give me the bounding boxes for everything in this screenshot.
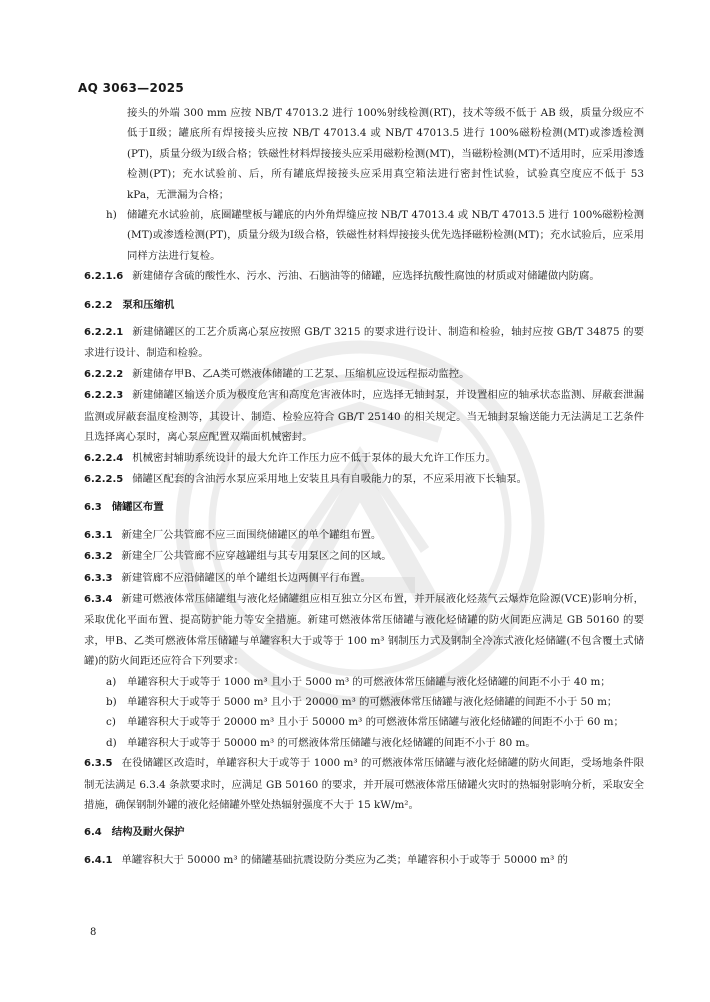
list-item-text: 储罐充水试验前，底圈罐壁板与罐底的内外角焊缝应按 NB/T 47013.4 或 NB/T 47013.5 进行 100%磁粉检测(MT)或渗透检测(PT)，质量分级为Ⅰ级合格，铁磁性材料焊接接头优先选择磁粉检测(MT)；充水试验后，应采用同样方法进行复检。 — [127, 209, 644, 262]
page-number: 8 — [90, 927, 97, 938]
clause-text: 新建全厂公共管廊不应穿越罐组与其专用泵区之间的区域。 — [121, 550, 392, 563]
clause-number: 6.4.1 — [84, 854, 113, 866]
clause-number: 6.2.2.2 — [84, 368, 124, 380]
list-marker: c) — [106, 716, 116, 729]
section-heading-6-3 — [84, 497, 644, 518]
clause-6-2-2-1 — [84, 322, 644, 364]
clause-number: 6.3.5 — [84, 758, 113, 770]
section-number: 6.3 — [84, 502, 102, 514]
clause-number: 6.2.2.4 — [84, 452, 124, 464]
list-marker: b) — [106, 695, 117, 708]
clause-6-2-2-4 — [84, 448, 644, 469]
clause-6-3-5 — [84, 753, 644, 815]
section-number: 6.2.2 — [84, 299, 113, 311]
clause-text: 在役储罐区改造时，单罐容积大于或等于 1000 m³ 的可燃液体常压储罐与液化烃储罐的防火间距，受场地条件限制无法满足 6.3.4 条款要求时，应满足 GB 50160 的要求，并开展可燃液体常压储罐火灾时的热辐射影响分析，采取安全措施，确保钢制外罐的液化烃储罐外壁处热辐射强度不大于 15 kW/m²。 — [84, 757, 644, 811]
list-item-h — [84, 205, 644, 266]
list-item-text: 单罐容积大于或等于 1000 m³ 且小于 5000 m³ 的可燃液体常压储罐与液化烃储罐的间距不小于 40 m； — [127, 675, 611, 688]
clause-text: 新建储罐区的工艺介质离心泵应按照 GB/T 3215 的要求进行设计、制造和检验，轴封应按 GB/T 34875 的要求进行设计、制造和检验。 — [84, 326, 644, 360]
list-item-b — [84, 692, 644, 712]
document-body — [84, 103, 644, 871]
paragraph-continuation: 接头的外端 300 mm 应按 NB/T 47013.2 进行 100%射线检测(RT)，技术等级不低于 AB 级，质量分级应不低于Ⅱ级；罐底所有焊接接头应按 NB/T 47013.4 或 NB/T 47013.5 进行 100%磁粉检测(MT)或渗透检测(PT)，质量分级为Ⅰ级合格；铁磁性材料焊接接头应采用磁粉检测(MT)，当磁粉检测(MT)不适用时，应采用渗透检测(PT)；充水试验前、后，所有罐底焊接接头应采用真空箱法进行密封性试验，试验真空度应不低于 53 kPa，无泄漏为合格； — [127, 107, 644, 201]
list-marker: h) — [106, 209, 117, 222]
clause-text: 机械密封辅助系统设计的最大允许工作压力应不低于泵体的最大允许工作压力。 — [132, 451, 496, 464]
clause-text: 新建储存含硫的酸性水、污水、污油、石脑油等的储罐，应选择抗酸性腐蚀的材质或对储罐做内防腐。 — [132, 270, 600, 283]
list-marker: d) — [106, 736, 117, 749]
section-title: 结构及耐火保护 — [111, 826, 185, 839]
clause-6-3-2 — [84, 546, 644, 567]
clause-6-2-2-2 — [84, 364, 644, 385]
clause-number: 6.2.1.6 — [84, 271, 124, 283]
clause-6-4-1 — [84, 850, 644, 871]
clause-number: 6.3.3 — [84, 572, 113, 584]
clause-6-2-2-3 — [84, 385, 644, 447]
clause-number: 6.3.2 — [84, 551, 113, 563]
clause-6-2-1-6 — [84, 266, 644, 287]
list-item-c — [84, 712, 644, 732]
clause-6-3-3 — [84, 568, 644, 589]
clause-6-3-1 — [84, 525, 644, 546]
list-item-text: 单罐容积大于或等于 20000 m³ 且小于 50000 m³ 的可燃液体常压储罐与液化烃储罐的间距不小于 60 m； — [127, 716, 624, 729]
section-heading-6-2-2 — [84, 295, 644, 316]
clause-text: 储罐区配套的含油污水泵应采用地上安装且具有自吸能力的泵，不应采用液下长轴泵。 — [132, 472, 528, 485]
clause-number: 6.3.1 — [84, 529, 113, 541]
clause-number: 6.2.2.5 — [84, 473, 124, 485]
section-title: 泵和压缩机 — [122, 298, 175, 311]
list-item-text: 单罐容积大于或等于 50000 m³ 的可燃液体常压储罐与液化烃储罐的间距不小于 80 m。 — [127, 736, 536, 749]
list-marker: a) — [106, 675, 117, 688]
section-number: 6.4 — [84, 827, 102, 839]
clause-number: 6.2.2.1 — [84, 327, 124, 339]
standard-code-header: AQ 3063—2025 — [78, 81, 185, 95]
clause-6-3-4 — [84, 589, 644, 672]
clause-text: 单罐容积大于 50000 m³ 的储罐基础抗震设防分类应为乙类；单罐容积小于或等于 50000 m³ 的 — [121, 853, 568, 866]
clause-text: 新建全厂公共管廊不应三面围绕储罐区的单个罐组布置。 — [121, 528, 382, 541]
clause-text: 新建可燃液体常压储罐组与液化烃储罐组应相互独立分区布置，并开展液化烃蒸气云爆炸危险源(VCE)影响分析，采取优化平面布置、提高防护能力等安全措施。新建可燃液体常压储罐与液化烃储罐的防火间距应满足 GB 50160 的要求，甲B、乙类可燃液体常压储罐与单罐容积大于或等于 100 m³ 钢制压力式及钢制全冷冻式液化烃储罐(不包含覆土式储罐)的防火间距还应符合下列要求： — [84, 592, 644, 668]
list-item-a — [84, 672, 644, 692]
clause-number: 6.3.4 — [84, 593, 113, 605]
clause-6-2-2-5 — [84, 469, 644, 490]
list-item-text: 单罐容积大于或等于 5000 m³ 且小于 20000 m³ 的可燃液体常压储罐与液化烃储罐的间距不小于 50 m； — [127, 695, 618, 708]
clause-text: 新建储罐区输送介质为极度危害和高度危害液体时，应选择无轴封泵，并设置相应的轴承状态监测、屏蔽套泄漏监测或屏蔽套温度检测等，其设计、制造、检验应符合 GB/T 25140 的相关规定。当无轴封泵输送能力无法满足工艺条件且选择离心泵时，离心泵应配置双端面机械密封。 — [84, 389, 644, 444]
list-item-d — [84, 733, 644, 753]
section-heading-6-4 — [84, 822, 644, 843]
clause-text: 新建储存甲B、乙A类可燃液体储罐的工艺泵、压缩机应设远程振动监控。 — [132, 367, 470, 380]
clause-text: 新建管廊不应沿储罐区的单个罐组长边两侧平行布置。 — [121, 571, 371, 584]
section-title: 储罐区布置 — [111, 501, 164, 514]
clause-number: 6.2.2.3 — [84, 390, 124, 402]
